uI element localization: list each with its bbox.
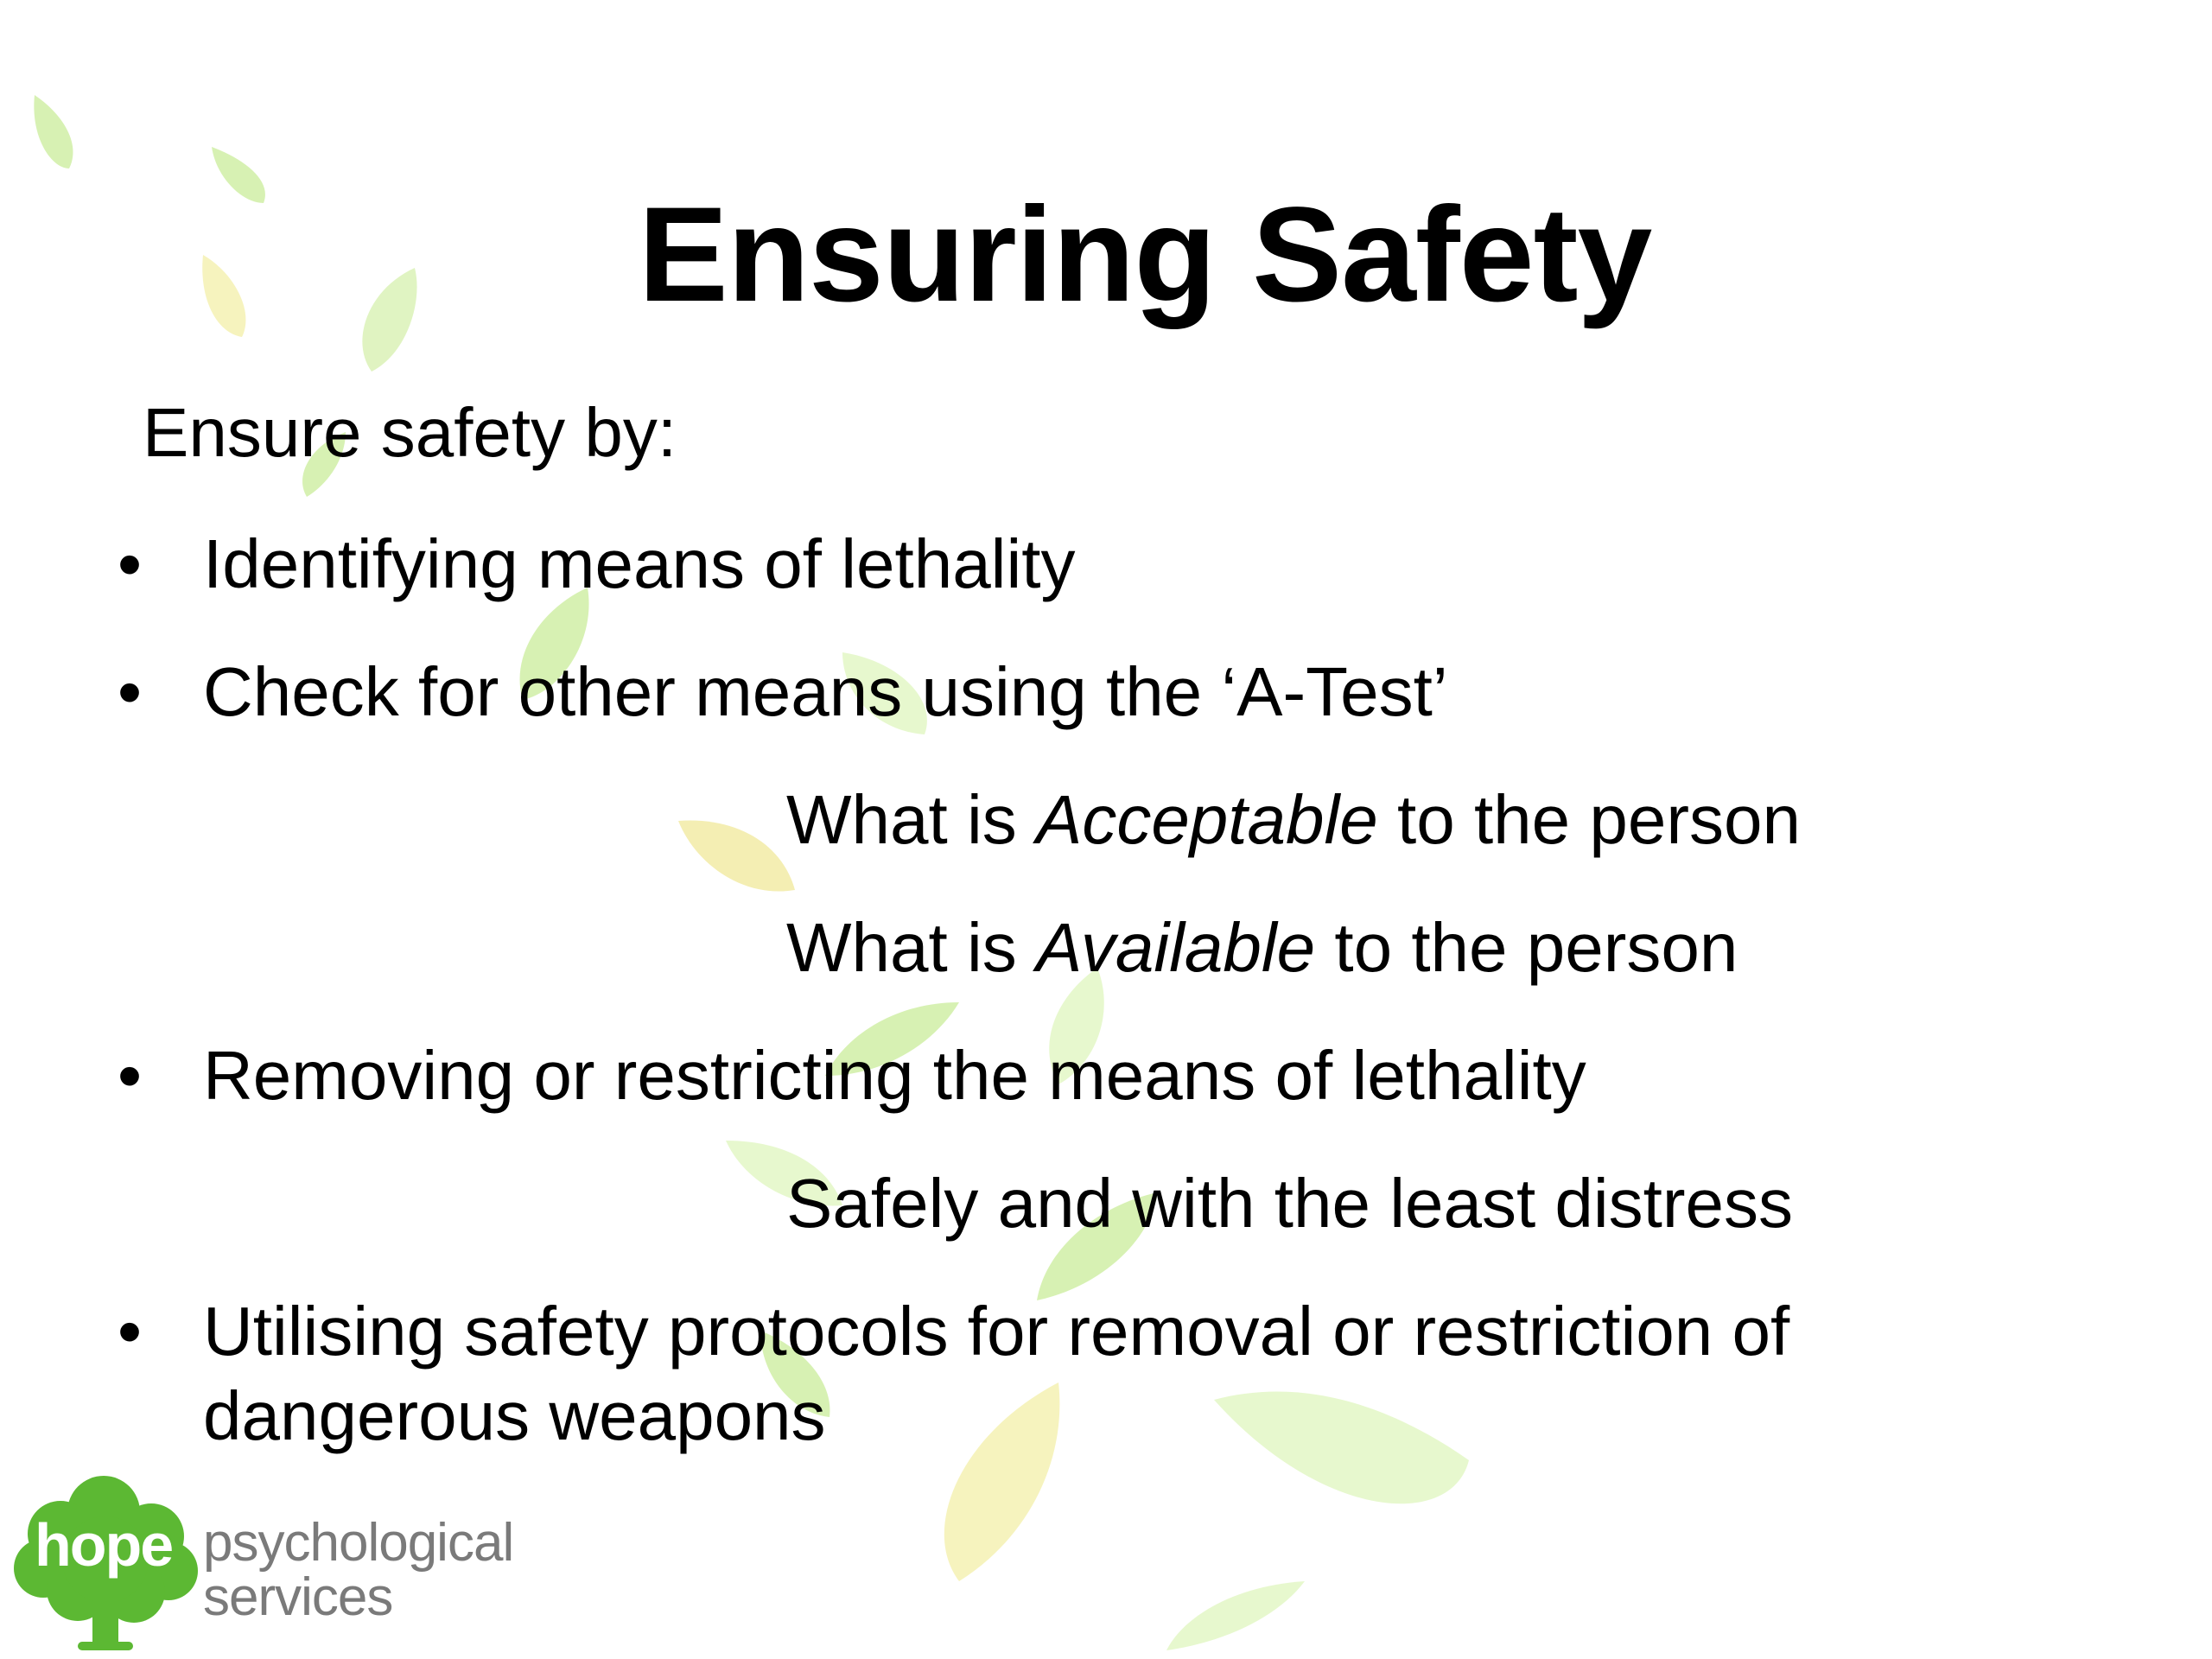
- bullet-item-removing: Removing or restricting the means of lethality: [203, 1037, 1586, 1114]
- bullet-item-identifying: Identifying means of lethality: [203, 525, 1076, 602]
- sub-item-emphasis: Available: [1035, 909, 1316, 986]
- slide-title: Ensuring Safety: [638, 180, 1652, 330]
- bullet-marker: •: [118, 1293, 143, 1370]
- logo-line1: psychological: [203, 1513, 514, 1573]
- sub-item-available: [786, 908, 1738, 988]
- sub-item-emphasis: Acceptable: [1035, 781, 1378, 858]
- sub-item-suffix: to the person: [1377, 781, 1801, 858]
- sub-item-safely: Safely and with the least distress: [786, 1165, 1794, 1242]
- logo-word: hope: [35, 1511, 173, 1579]
- bullet-item-utilising-line1: Utilising safety protocols for removal or restriction of: [203, 1293, 1790, 1370]
- hope-logo: [9, 1469, 562, 1659]
- sub-item-suffix: to the person: [1315, 909, 1738, 986]
- intro-text: Ensure safety by:: [143, 394, 677, 471]
- logo-line2: services: [203, 1567, 393, 1627]
- bullet-marker: •: [118, 1037, 143, 1114]
- bullet-item-utilising-line2: dangerous weapons: [203, 1377, 826, 1454]
- sub-item-prefix: What is: [786, 781, 1036, 858]
- bullet-item-check: Check for other means using the ‘A-Test’: [203, 653, 1448, 730]
- bullet-marker: •: [118, 653, 143, 730]
- sub-item-prefix: What is: [786, 909, 1036, 986]
- sub-item-acceptable: [786, 780, 1801, 860]
- bullet-marker: •: [118, 525, 143, 602]
